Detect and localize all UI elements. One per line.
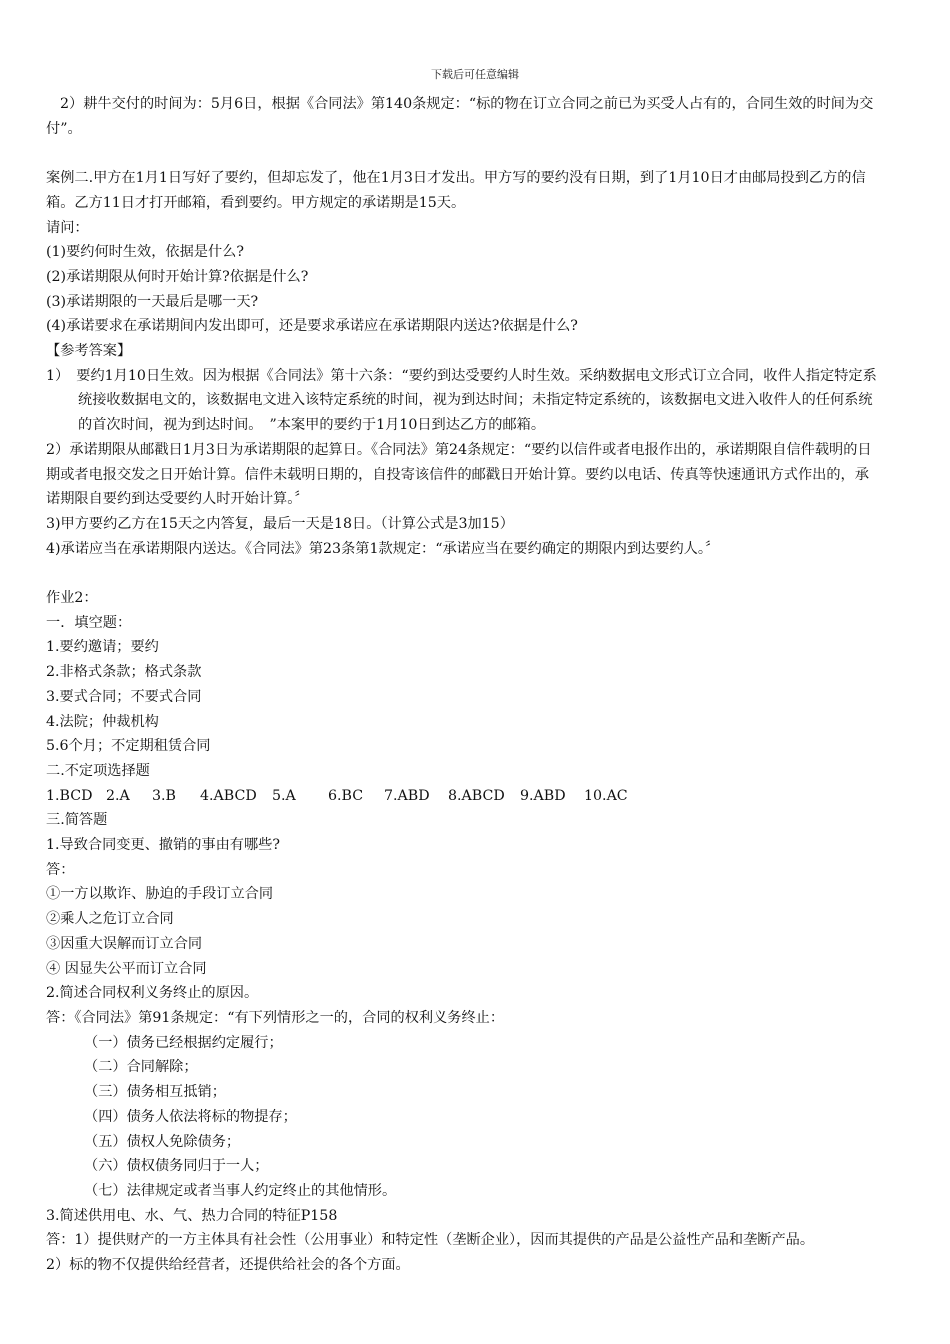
short-answer-item: ④ 因显失公平而订立合同 xyxy=(46,960,207,977)
short-question-2: 2.简述合同权利义务终止的原因。 xyxy=(46,985,259,1002)
case1-answer-2: 2）耕牛交付的时间为：5月6日，根据《合同法》第140条规定：“标的物在订立合同之前已为买受人占有的，合同生效的时间为交付”。 xyxy=(46,96,874,137)
termination-reason: （二）合同解除； xyxy=(84,1059,198,1076)
mc-answer: 9.ABD xyxy=(520,787,566,804)
mc-answer: 8.ABCD xyxy=(448,787,505,804)
page-header: 下载后可任意编辑 xyxy=(431,68,519,81)
short-answer-text: 答：1）提供财产的一方主体具有社会性（公用事业）和特定性（垄断企业），因而其提供的产品是公益性产品和垄断产品。 xyxy=(46,1232,815,1249)
fill-blank-item: 1.要约邀请；要约 xyxy=(46,639,159,656)
fill-blank-item: 2.非格式条款；格式条款 xyxy=(46,664,202,681)
termination-reason: （七）法律规定或者当事人约定终止的其他情形。 xyxy=(84,1182,397,1199)
fill-blank-title: 一．填空题： xyxy=(46,614,132,631)
case2-intro: 案例二.甲方在1月1日写好了要约，但却忘发了，他在1月3日才发出。甲方写的要约没有日期，到了1月10日才由邮局投到乙方的信箱。乙方11日才打开邮箱，看到要约。甲方规定的承诺期是15天。 xyxy=(46,170,866,211)
spacer xyxy=(46,561,882,586)
case2-question: (3)承诺期限的一天最后是哪一天? xyxy=(46,293,259,310)
case2-question: (2)承诺期限从何时开始计算?依据是什么? xyxy=(46,268,309,285)
short-answer-item: ①一方以欺诈、胁迫的手段订立合同 xyxy=(46,886,274,903)
spacer xyxy=(46,141,882,166)
homework-title: 作业2： xyxy=(46,590,98,607)
mc-answer: 10.AC xyxy=(584,787,628,804)
termination-reason: （五）债权人免除债务； xyxy=(84,1133,241,1150)
case2-ask: 请问： xyxy=(46,219,89,236)
mc-answer: 2.A xyxy=(106,787,130,804)
reference-answer-title: 【参考答案】 xyxy=(46,343,132,360)
termination-reason: （一）债务已经根据约定履行； xyxy=(84,1034,283,1051)
multiple-choice-answers xyxy=(46,784,882,809)
short-question-3: 3.简述供用电、水、气、热力合同的特征P158 xyxy=(46,1207,338,1224)
termination-reason: （三）债务相互抵销； xyxy=(84,1084,226,1101)
case2-question: (1)要约何时生效，依据是什么? xyxy=(46,244,244,261)
mc-answer: 5.A xyxy=(272,787,296,804)
document-body xyxy=(46,92,882,1278)
case2-answer: 4)承诺应当在承诺期限内送达。《合同法》第23条第1款规定：“承诺应当在要约确定的期限内到达要约人。〞 xyxy=(46,540,720,557)
short-question-1: 1.导致合同变更、撤销的事由有哪些? xyxy=(46,837,280,854)
answer-label: 答： xyxy=(46,861,75,878)
case2-answer: 1） 要约1月10日生效。因为根据《合同法》第十六条：“要约到达受要约人时生效。采纳数据电文形式订立合同，收件人指定特定系统接收数据电文的，该数据电文进入该特定系统的时间，视为到达时间；未指定特定系统的，该数据电文进入收件人的任何系统的首次时间，视为到达时间。 ”本案甲的要约于1月10日到达乙方的邮箱。 xyxy=(46,367,877,434)
mc-answer: 1.BCD xyxy=(46,787,93,804)
fill-blank-item: 3.要式合同；不要式合同 xyxy=(46,688,202,705)
fill-blank-item: 4.法院；仲裁机构 xyxy=(46,713,159,730)
mc-answer: 6.BC xyxy=(328,787,364,804)
fill-blank-item: 5.6个月；不定期租赁合同 xyxy=(46,738,211,755)
short-answer-title: 三.简答题 xyxy=(46,812,108,829)
short-answer-item: ②乘人之危订立合同 xyxy=(46,911,174,928)
case2-answer: 3)甲方要约乙方在15天之内答复，最后一天是18日。（计算公式是3加15） xyxy=(46,515,514,532)
short-answer-intro: 答：《合同法》第91条规定：“有下列情形之一的，合同的权利义务终止： xyxy=(46,1009,505,1026)
termination-reason: （四）债务人依法将标的物提存； xyxy=(84,1108,297,1125)
multiple-choice-title: 二.不定项选择题 xyxy=(46,762,150,779)
case2-question: (4)承诺要求在承诺期间内发出即可，还是要求承诺应在承诺期限内送达?依据是什么? xyxy=(46,318,578,335)
mc-answer: 4.ABCD xyxy=(200,787,257,804)
termination-reason: （六）债权债务同归于一人； xyxy=(84,1158,269,1175)
short-answer-text: 2）标的物不仅提供给经营者，还提供给社会的各个方面。 xyxy=(46,1257,410,1274)
mc-answer: 3.B xyxy=(152,787,176,804)
case2-answer: 2）承诺期限从邮戳日1月3日为承诺期限的起算日。《合同法》第24条规定：“要约以信件或者电报作出的，承诺期限自信件载明的日期或者电报交发之日开始计算。信件未载明日期的，自投寄该信件的邮戳日开始计算。要约以电话、传真等快速通讯方式作出的，承诺期限自要约到达受要约人时开始计算。〞 xyxy=(46,441,872,508)
short-answer-item: ③因重大误解而订立合同 xyxy=(46,935,203,952)
mc-answer: 7.ABD xyxy=(384,787,430,804)
